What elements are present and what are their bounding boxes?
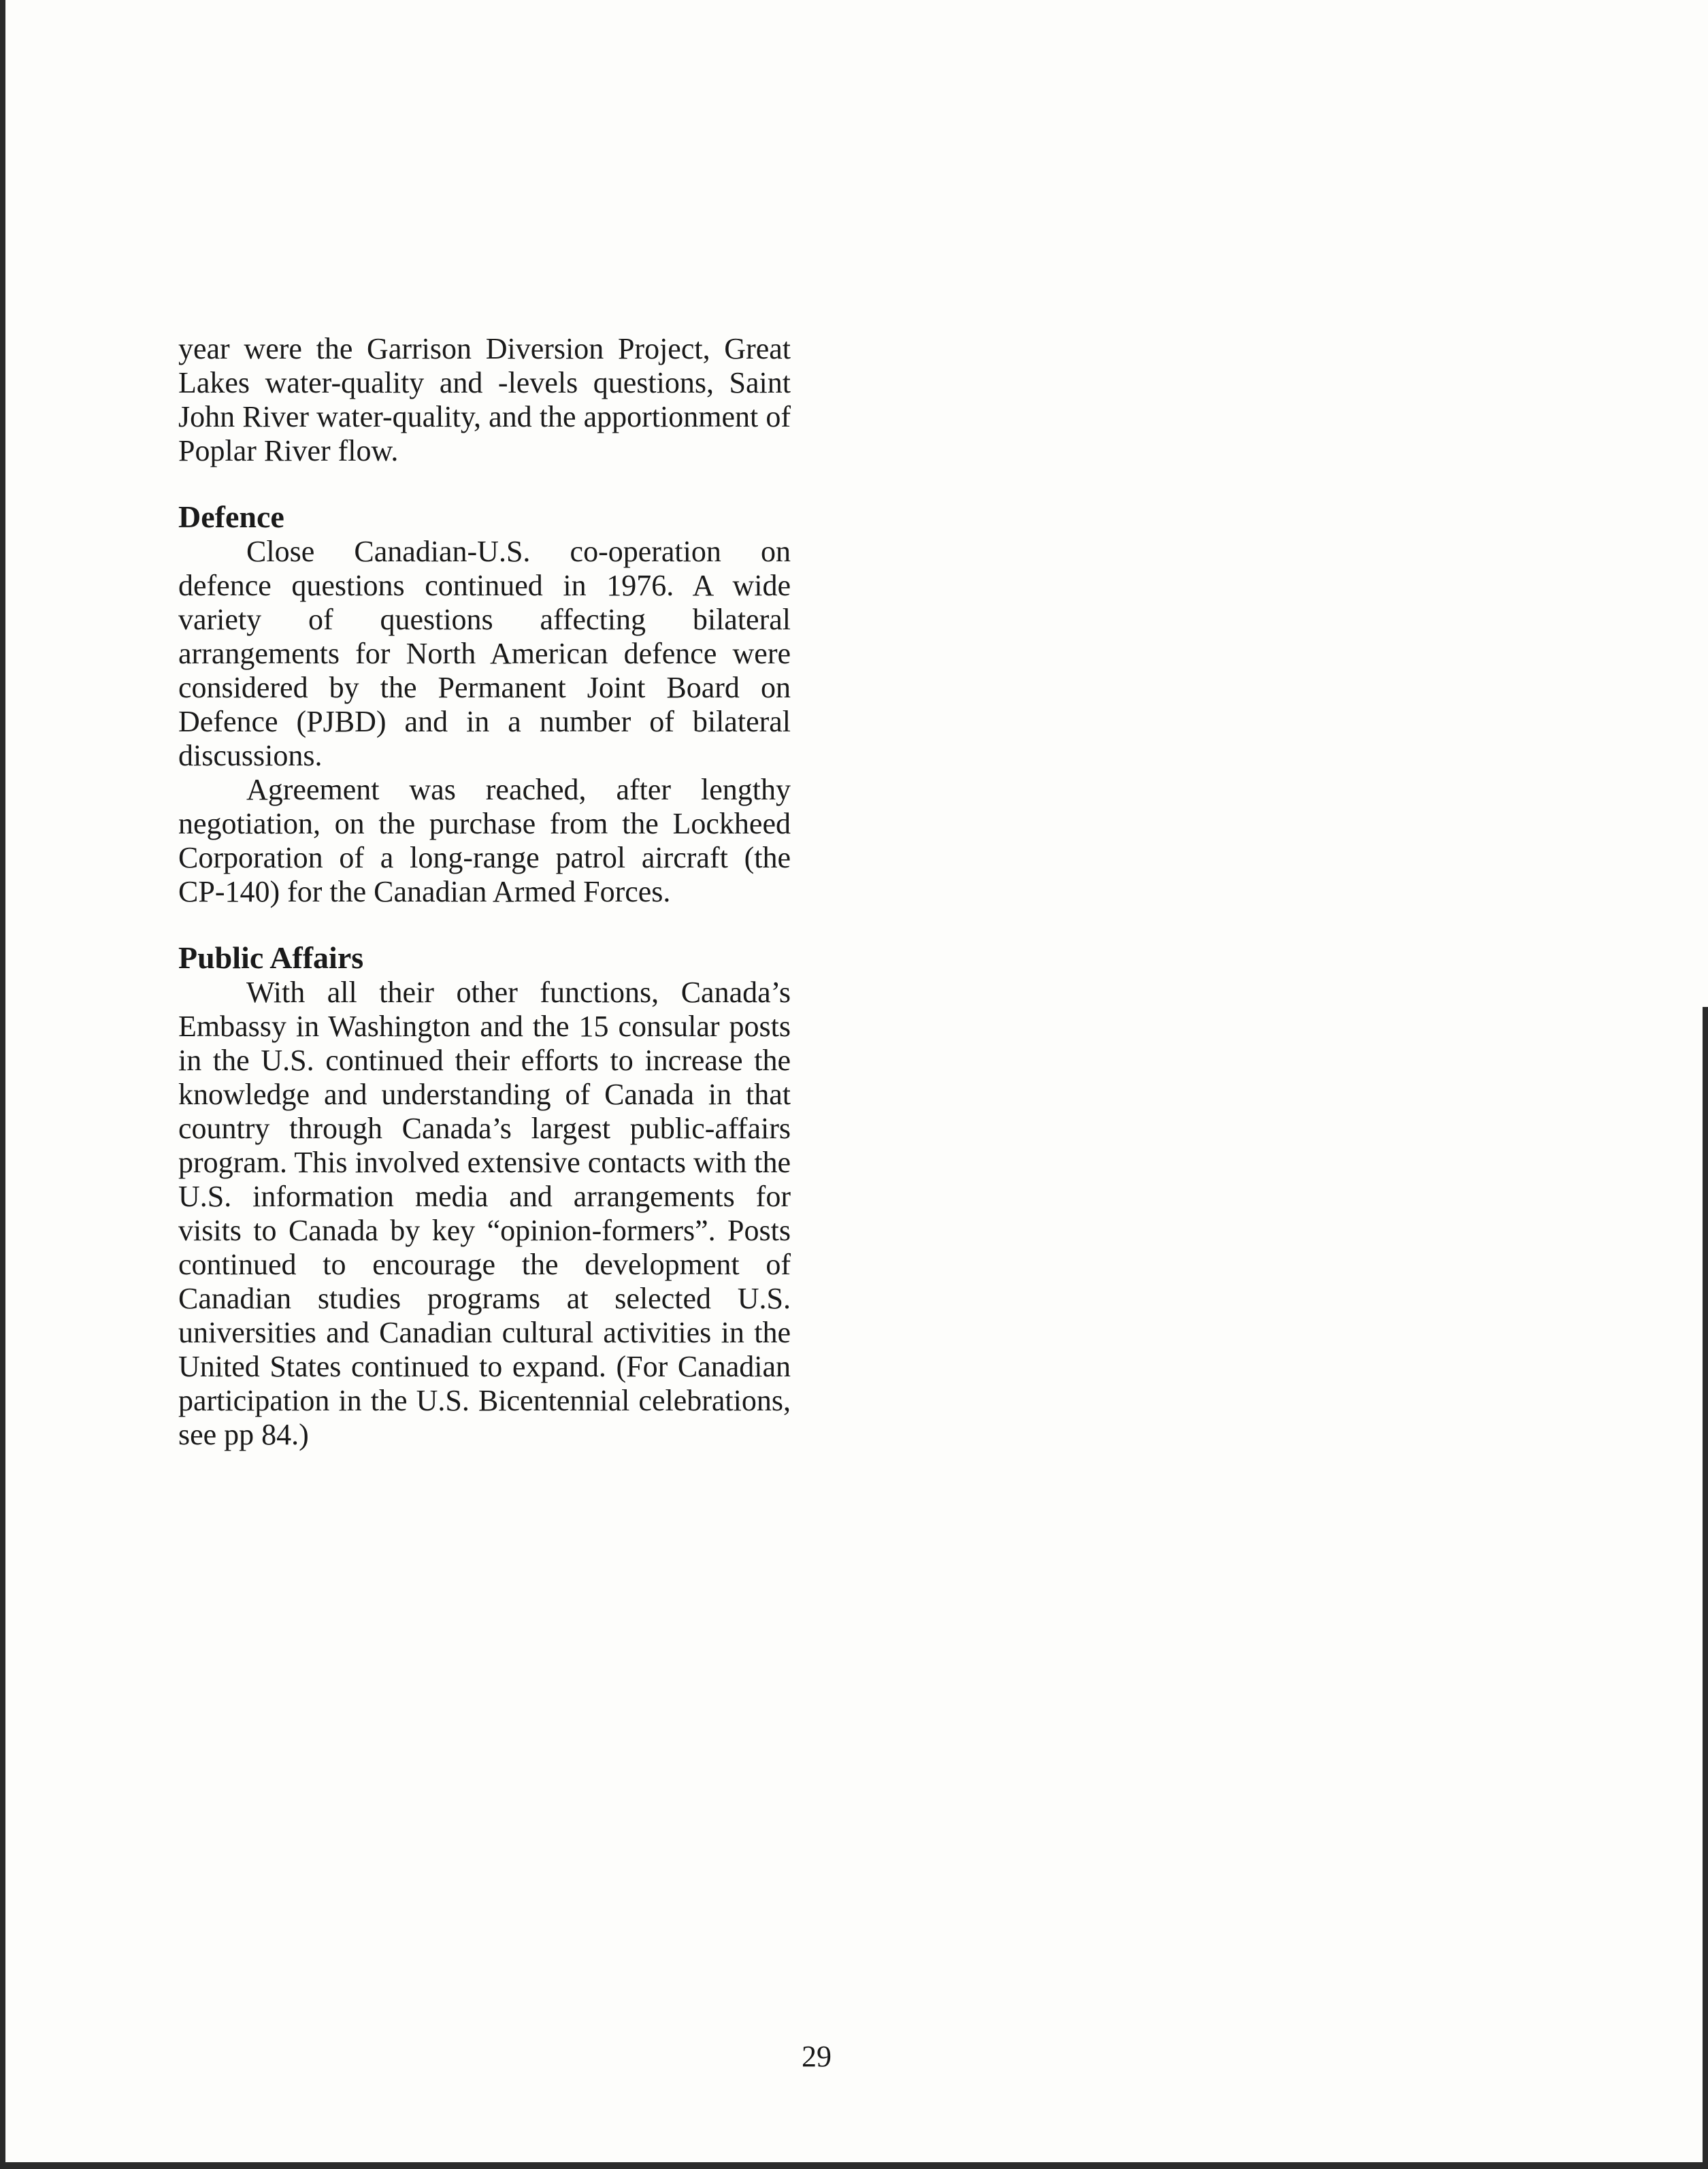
section-paragraph: Agreement was reached, after lengthy negotiation, on the purchase from the Lockheed Corporation of a long-range patrol aircraft (the CP-140) for the Canadian Armed Forces.	[178, 773, 791, 908]
scan-binding-edge	[0, 0, 5, 2169]
section-heading: Defence	[178, 499, 284, 534]
section-paragraph: Close Canadian-U.S. co-operation on defence questions continued in 1976. A wide variety of questions affecting bilateral arrangements for North American defence were considered by the Permanent Joint Board on Defence (PJBD) and in a number of bilateral discussions.	[178, 535, 791, 772]
scan-right-edge	[1703, 1007, 1708, 2169]
section-defence	[178, 499, 791, 909]
intro-paragraph: year were the Garrison Diversion Project, Great Lakes water-quality and -levels questions, Saint John River water-quality, and the apportionment of Poplar River flow.	[178, 332, 791, 467]
page-number: 29	[802, 2040, 832, 2073]
section-public-affairs	[178, 940, 791, 1452]
section-paragraph: With all their other functions, Canada’s Embassy in Washington and the 15 consular posts in the U.S. continued their efforts to increase the knowledge and understanding of Canada in that country through Canada’s largest public-affairs program. This involved extensive contacts with the U.S. information media and arrangements for visits to Canada by key “opinion-formers”. Posts continued to encourage the development of Canadian studies programs at selected U.S. universities and Canadian cultural activities in the United States continued to expand. (For Canadian participation in the U.S. Bicentennial celebrations, see pp 84.)	[178, 976, 791, 1451]
scan-bottom-edge	[0, 2162, 1708, 2169]
text-column	[178, 332, 791, 1452]
section-heading: Public Affairs	[178, 940, 364, 975]
